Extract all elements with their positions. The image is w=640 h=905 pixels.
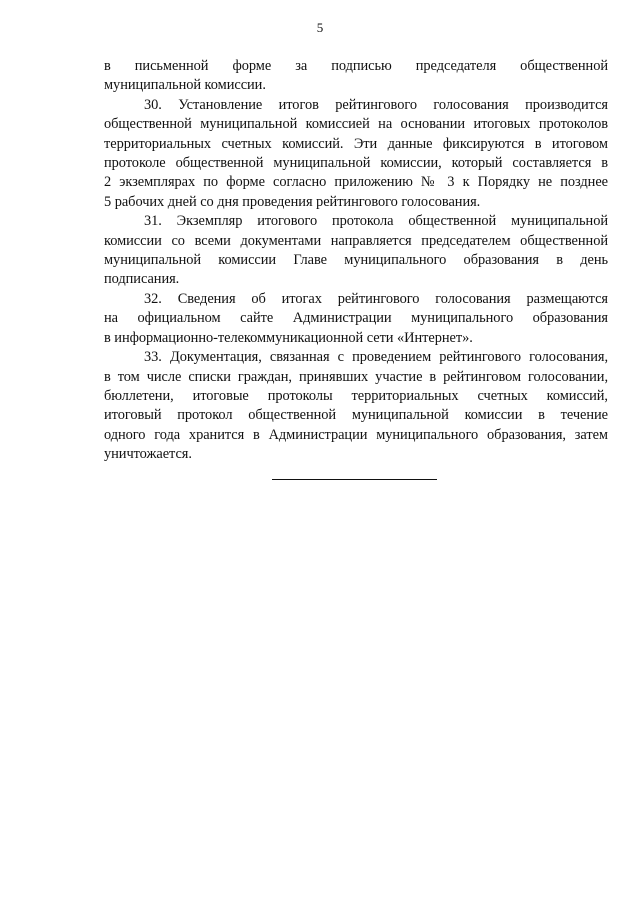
text-line: 33. Документация, связанная с проведением рейтингового голосования,	[144, 349, 608, 366]
end-of-text-rule	[272, 479, 437, 480]
paragraph-31	[104, 212, 608, 290]
text-line: общественной муниципальной комиссией на основании итоговых протоколов	[104, 116, 608, 133]
text-line: бюллетени, итоговые протоколы территориальных счетных комиссий,	[104, 387, 608, 404]
text-line: 5 рабочих дней со дня проведения рейтингового голосования.	[104, 193, 481, 210]
text-line: комиссии со всеми документами направляется председателем общественной	[104, 232, 608, 249]
text-line: в том числе списки граждан, принявших участие в рейтинговом голосовании,	[104, 368, 608, 385]
text-line: уничтожается.	[104, 446, 192, 463]
paragraph-33	[104, 348, 608, 464]
page-number: 5	[316, 20, 324, 35]
text-line: 32. Сведения об итогах рейтингового голосования размещаются	[144, 290, 608, 307]
paragraph-continuation	[104, 57, 608, 96]
text-line: территориальных счетных комиссий. Эти данные фиксируются в итоговом	[104, 135, 608, 152]
text-line: одного года хранится в Администрации муниципального образования, затем	[104, 426, 608, 443]
text-line: на официальном сайте Администрации муниципального образования	[104, 310, 608, 327]
text-line: муниципальной комиссии.	[104, 77, 266, 94]
text-line: подписания.	[104, 271, 180, 288]
text-line: 2 экземплярах по форме согласно приложению № 3 к Порядку не позднее	[104, 174, 608, 191]
text-line: 30. Установление итогов рейтингового голосования производится	[144, 96, 608, 113]
text-line: в информационно-телекоммуникационной сети «Интернет».	[104, 329, 473, 346]
paragraph-30	[104, 96, 608, 212]
text-line: итоговый протокол общественной муниципальной комиссии в течение	[104, 407, 608, 424]
document-body	[104, 57, 608, 465]
text-line: муниципальной комиссии Главе муниципального образования в день	[104, 252, 608, 269]
paragraph-32	[104, 290, 608, 348]
text-line: 31. Экземпляр итогового протокола общественной муниципальной	[144, 213, 608, 230]
text-line: протоколе общественной муниципальной комиссии, который составляется в	[104, 155, 608, 172]
text-line: в письменной форме за подписью председателя общественной	[104, 58, 608, 74]
